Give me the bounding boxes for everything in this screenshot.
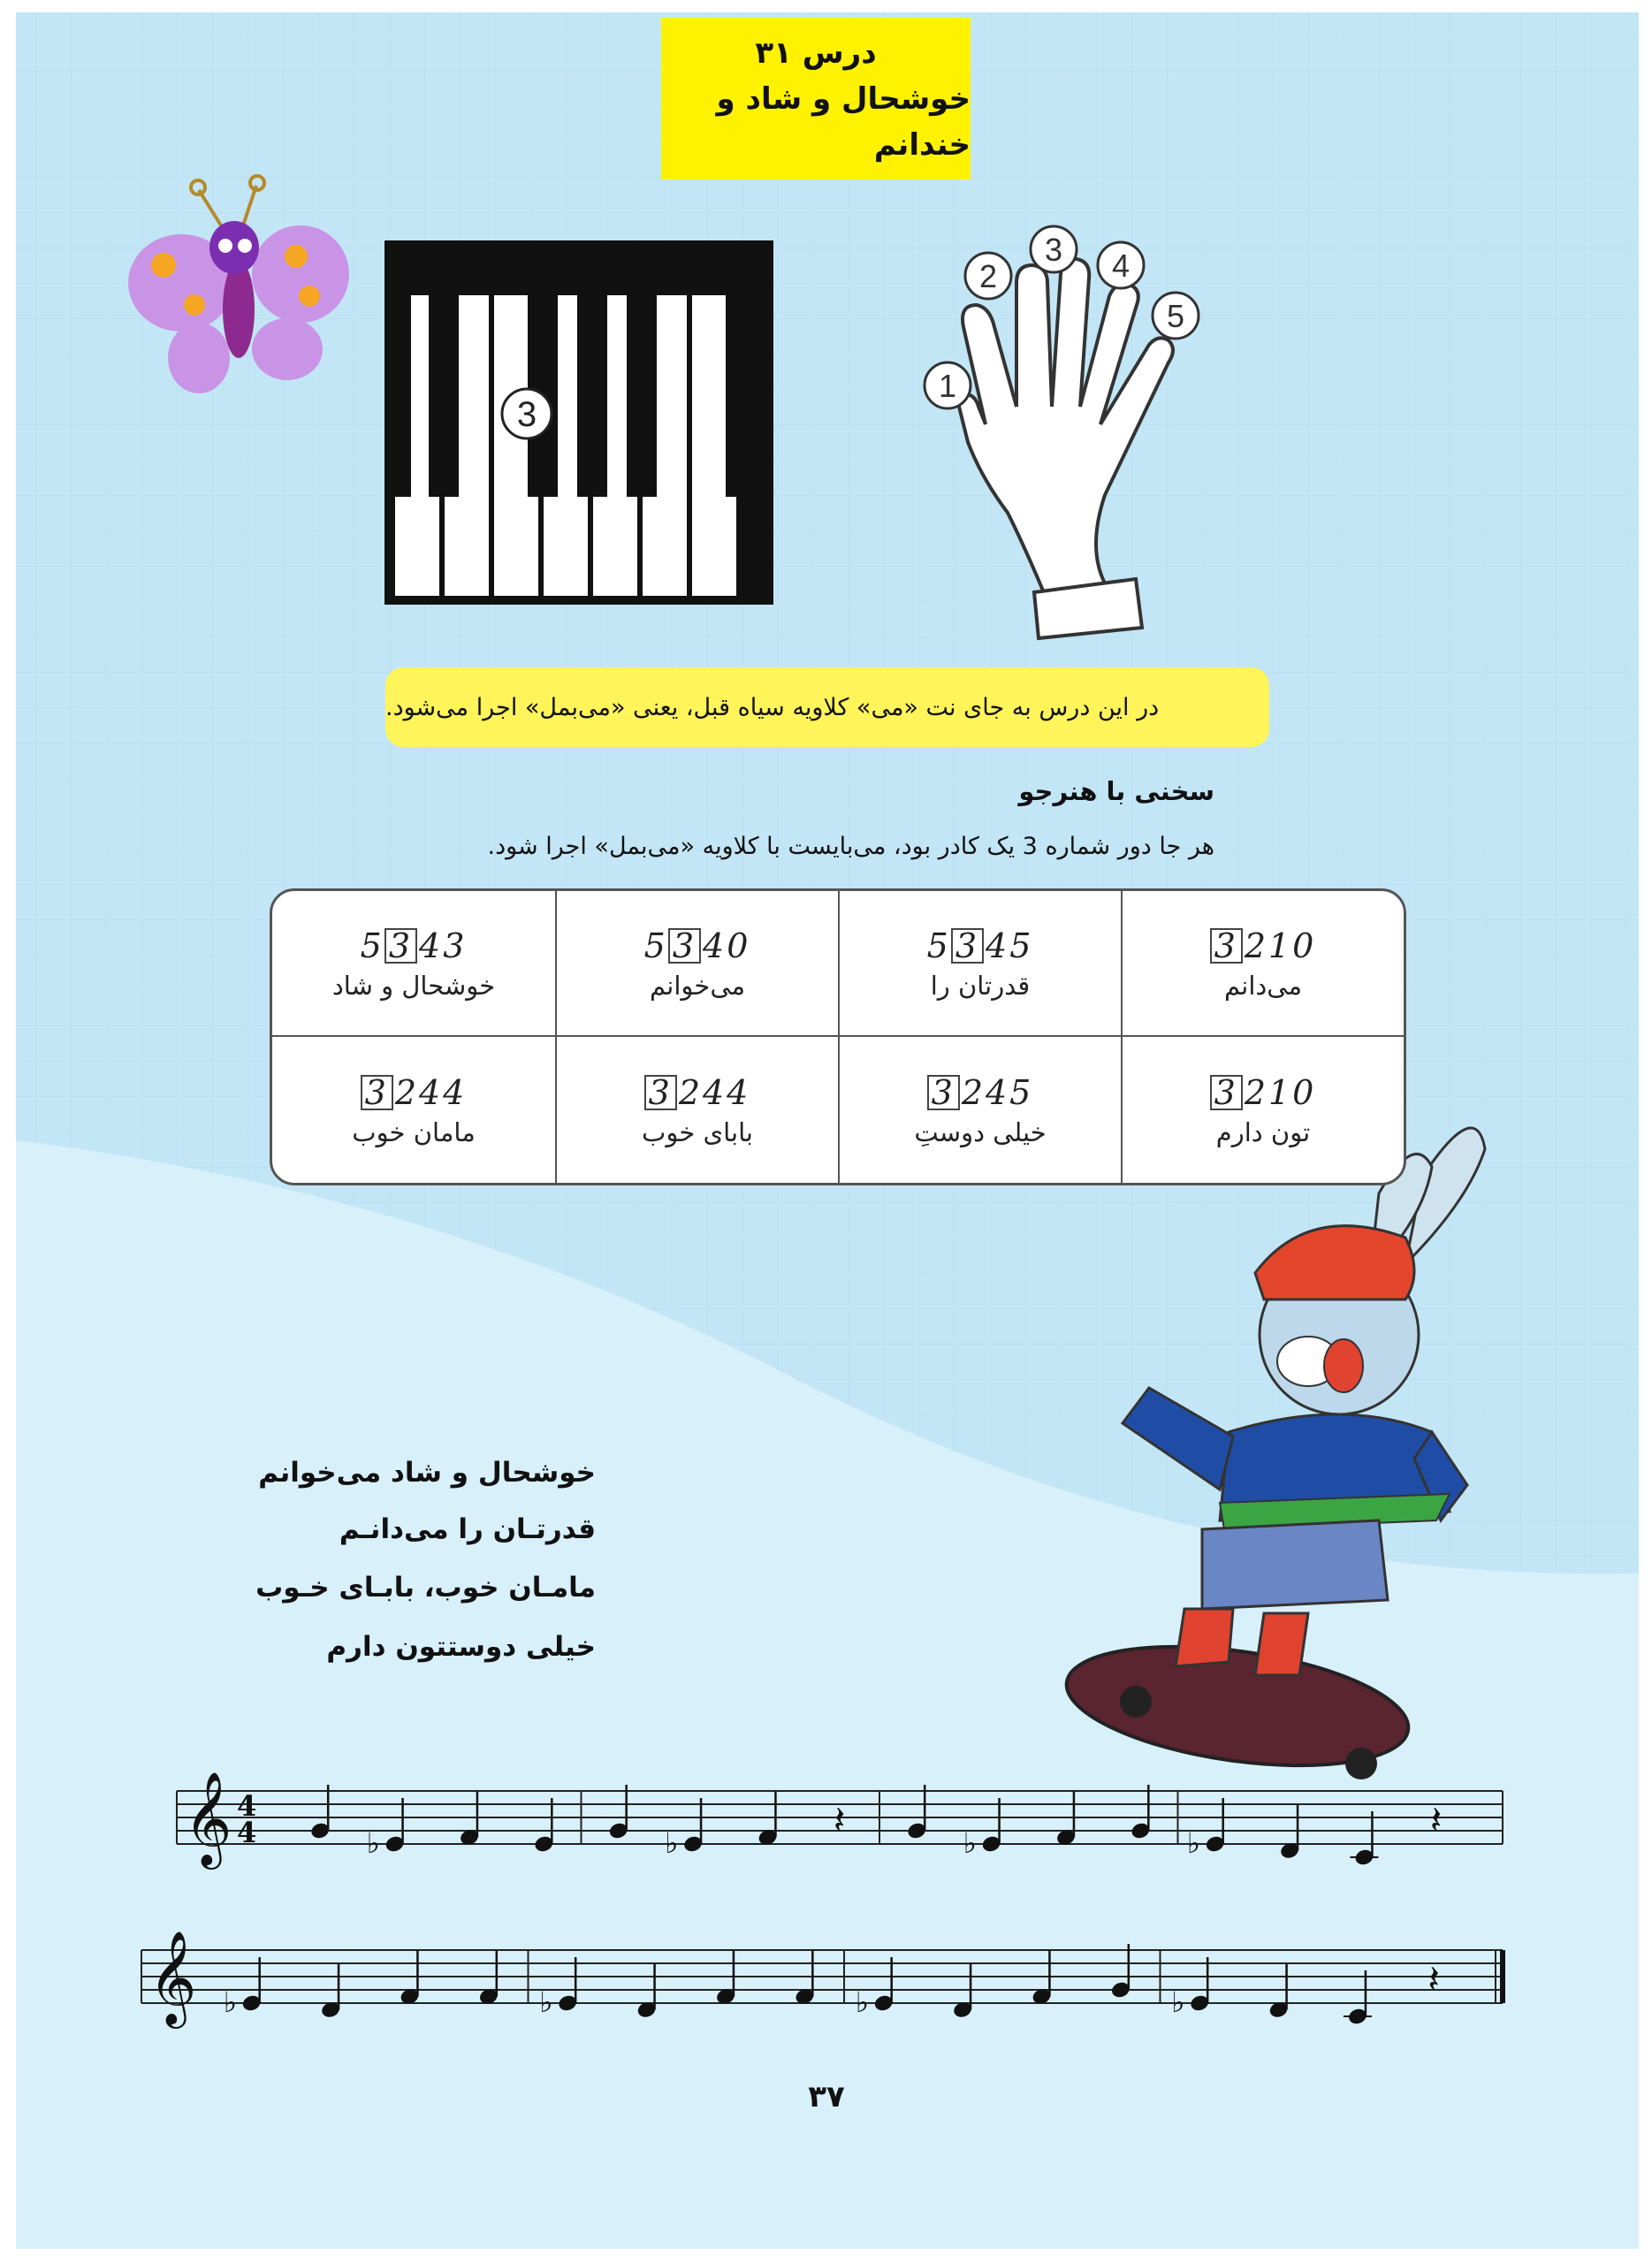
flat-sign-icon: ♭ [223,1985,237,2019]
black-key [429,265,459,497]
pattern-lyric: تون دارم [1215,1116,1311,1147]
pattern-numbers: 3 210 [1210,926,1317,965]
poem-line-2: قدرتـان را می‌دانـم [339,1513,596,1545]
svg-text:3: 3 [516,395,537,434]
pattern-numbers: 3 210 [1210,1073,1317,1112]
teacher-talk-heading: سخنی با هنرجو [1018,776,1214,806]
flat-sign-icon: ♭ [963,1826,977,1860]
pattern-lyric: خوشحال و شاد [331,970,496,1001]
pattern-lyric: قدرتان را [930,970,1031,1001]
pattern-lyric: خیلی دوستِ [914,1116,1047,1147]
teacher-talk-text: هر جا دور شماره 3 یک کادر بود، می‌بایست با کلاویه «می‌بمل» اجرا شود. [487,833,1214,860]
flat-sign-icon: ♭ [539,1985,553,2019]
flat-sign-icon: ♭ [665,1826,679,1860]
pattern-cell [272,1037,555,1183]
finger-5-label: 5 [1166,298,1185,334]
lesson-title-box [661,18,971,179]
black-key [577,265,607,497]
pattern-numbers: 5 3 40 [643,926,751,965]
pattern-cell [272,891,555,1037]
pattern-cell [838,891,1121,1037]
pattern-numbers: 5 3 43 [360,926,468,965]
quarter-rest-icon: 𝄽 [1429,1798,1443,1843]
flat-sign-icon: ♭ [366,1826,380,1860]
pattern-table [270,888,1406,1185]
notice-box [385,667,1269,747]
pattern-lyric: می‌دانم [1223,970,1303,1001]
pattern-cell [838,1037,1121,1183]
poem-line-4: خیلی دوستتون دارم [326,1631,596,1663]
lesson-title: خوشحال و شاد و خندانم [716,80,971,163]
page-number: ۳۷ [808,2079,845,2114]
pattern-numbers: 5 3 45 [926,926,1034,965]
flat-sign-icon: ♭ [1186,1826,1200,1860]
flat-marker-box: 3 [668,928,701,964]
pattern-lyric: بابای خوب [642,1116,753,1147]
pattern-cell [555,891,838,1037]
time-signature-top: 4 [237,1789,257,1823]
black-key [393,265,411,497]
treble-clef-icon: 𝄞 [148,1930,197,2024]
flat-sign-icon: ♭ [855,1985,869,2019]
flat-sign-icon: ♭ [1171,1985,1185,2019]
time-signature-bottom: 4 [237,1816,257,1849]
flat-marker-box: 3 [927,1075,960,1110]
black-key [726,265,756,497]
pattern-cell [1121,891,1404,1037]
flat-marker-box: 3 [951,928,984,964]
finger-2-label: 2 [978,258,998,294]
piano-keyboard [384,240,773,605]
pattern-lyric: می‌خوانم [649,970,746,1001]
black-key [627,265,657,497]
poem-line-3: مامـان خوب، بابـای خـوب [255,1572,596,1604]
lesson-number: درس ۳۱ [755,34,877,71]
notice-text: در این درس به جای نت «می» کلاویه سیاه قبل، یعنی «می‌بمل» اجرا می‌شود. [385,693,1160,721]
poem-line-1: خوشحال و شاد می‌خوانم [258,1457,596,1489]
pattern-cell [555,1037,838,1183]
finger-4-label: 4 [1111,248,1131,284]
flat-marker-box: 3 [384,928,417,964]
quarter-rest-icon: 𝄽 [1427,1957,1440,2002]
flat-marker-box: 3 [1210,1075,1243,1110]
treble-clef-icon: 𝄞 [184,1771,232,1865]
pattern-numbers: 3 244 [361,1073,468,1112]
finger-3-label: 3 [1044,232,1063,268]
pattern-cell [1121,1037,1404,1183]
finger-1-label: 1 [938,368,957,404]
pattern-lyric: مامان خوب [352,1116,476,1147]
pattern-numbers: 3 245 [927,1073,1034,1112]
quarter-rest-icon: 𝄽 [833,1798,846,1843]
flat-marker-box: 3 [1210,928,1243,964]
black-key [528,265,558,497]
flat-marker-box: 3 [644,1075,677,1110]
pattern-numbers: 3 244 [644,1073,751,1112]
flat-marker-box: 3 [361,1075,393,1110]
